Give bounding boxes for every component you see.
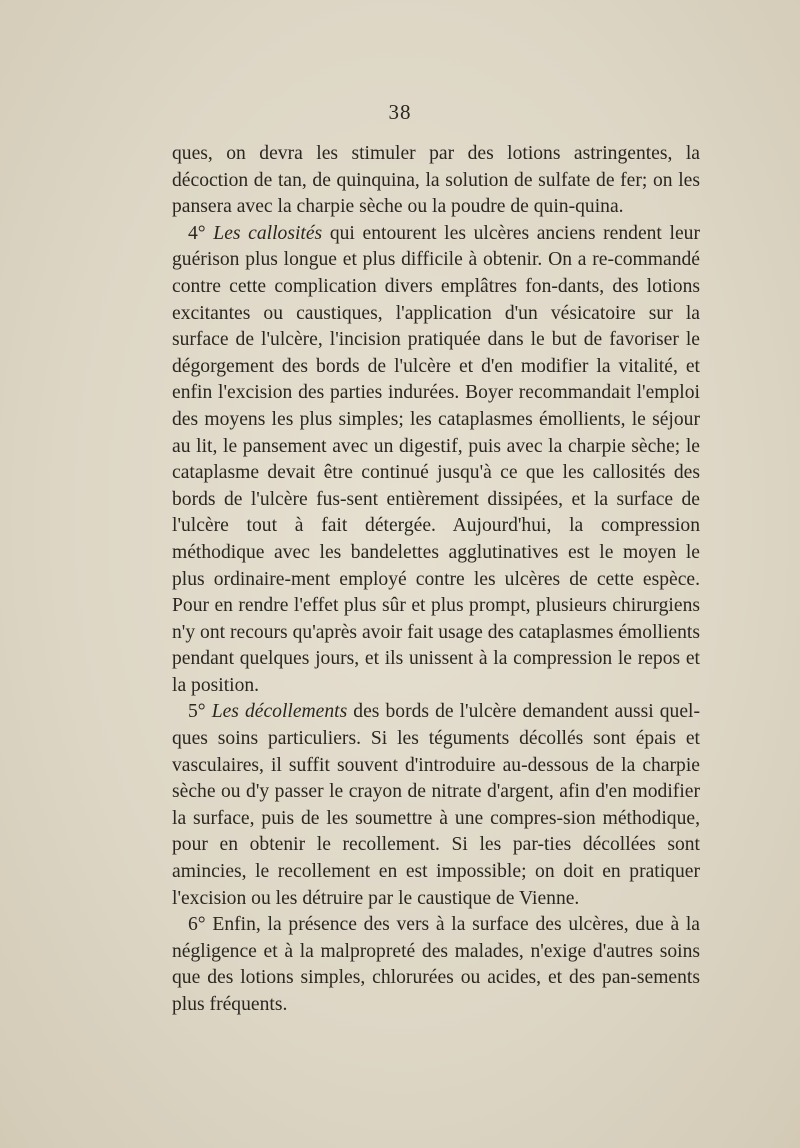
paragraph-continuation [172,141,700,221]
paragraph-text: ques, on devra les stimuler par des lotions astringentes, la décoction de tan, de quinquina, la solution de sulfate de fer; on les pansera avec la charpie sèche ou la poudre de quin-quina. [172,143,700,218]
paragraph-text: des bords de l'ulcère demandent aussi quel-ques soins particuliers. Si les téguments décollés sont épais et vasculaires, il suffit souvent d'introduire au-dessous de la charpie sèche ou d'y passer le crayon de nitrate d'argent, afin d'en modifier la surface, puis de les soumettre à une compres-sion méthodique, pour en obtenir le recollement. Si les par-ties décollées sont amincies, le recollement en est impossible; on doit en pratiquer l'excision ou les détruire par le caustique de Vienne. [172,701,700,909]
paragraph-heading: Les callosités [213,222,323,244]
body-text [172,141,700,1019]
paragraph-number: 4° [188,222,214,244]
paragraph-heading: Les décollements [211,701,348,723]
page-number: 38 [388,100,412,124]
paragraph-callosites [172,221,700,700]
paragraph-vers [172,912,700,1018]
paragraph-number: 6° [188,914,213,936]
paragraph-text: qui entourent les ulcères anciens rendent leur guérison plus longue et plus difficile à obtenir. On a re-commandé contre cette complication divers emplâtres fon-dants, des lotions excitantes ou caustiques, l'application d'un vésicatoire sur la surface de l'ulcère, l'incision pratiquée dans le but de favoriser le dégorgement des bords de l'ulcère et d'en modifier la vitalité, et enfin l'excision des parties indurées. Boyer recommandait l'emploi des moyens les plus simples; les cataplasmes émollients, le séjour au lit, le pansement avec un digestif, puis avec la charpie sèche; le cataplasme devait être continué jusqu'à ce que les callosités des bords de l'ulcère fus-sent entièrement dissipées, et la surface de l'ulcère tout à fait détergée. Aujourd'hui, la compression méthodique avec les bandelettes agglutinatives est le moyen le plus ordinaire-ment employé contre les ulcères de cette espèce. Pour en rendre l'effet plus sûr et plus prompt, plusieurs chirurgiens n'y ont recours qu'après avoir fait usage des cataplasmes émollients pendant quelques jours, et ils unissent à la compression le repos et la position. [172,222,700,696]
paragraph-number: 5° [188,701,212,723]
paragraph-decollements [172,699,700,912]
paragraph-text: Enfin, la présence des vers à la surface des ulcères, due à la négligence et à la malpropreté des malades, n'exige d'autres soins que des lotions simples, chlorurées ou acides, et des pan-sements plus fréquents. [172,914,701,1015]
